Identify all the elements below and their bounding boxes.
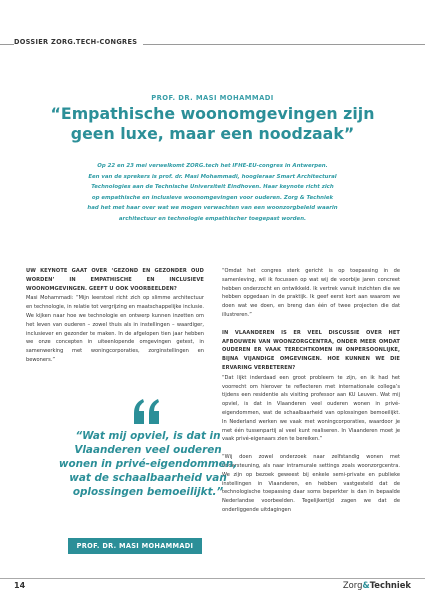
article-intro <box>40 161 385 224</box>
pull-quote-line: oplossingen bemoeilijkt.” <box>72 486 224 498</box>
interview-question: IN VLAANDEREN IS ER VEEL DISCUSSIE OVER HET AFBOUWEN VAN WOONZORGCENTRA, ONDER MEER OMDAT OUDEREN ER VAAK TERECHTKOMEN IN ONPERSOONLIJKE, BIJNA VIJANDIGE OMGEVINGEN. HOE KUNNEN WE DIE ERVARING VERBETEREN? <box>222 329 400 371</box>
intro-line: Technologies aan de Technische Universiteit Eindhoven. Haar keynote richt zich <box>91 184 334 190</box>
pull-quote-line: Vlaanderen veel ouderen <box>74 444 222 456</box>
interview-answer: Masi Mohammadi: “Mijn leerstoel richt zich op slimme architectuur en technologie, in relatie tot vergrijzing en maatschappelijke inclusie. We kijken naar hoe we technologie en ontwerp kunnen inzetten om het leven van ouderen – zowel thuis als in instellingen – waardiger, inclusiever en gezonder te maken. In de afgelopen tien jaar hebben we onze concepten in uiteenlopende omgevingen getest, in samenwerking met woningcorporaties, zorginstellingen en bewoners.” <box>26 295 204 363</box>
quote-mark-icon <box>132 398 162 426</box>
logo-ampersand: & <box>362 580 370 590</box>
pull-quote-line: “Wat mij opviel, is dat in <box>75 430 221 442</box>
quote-author-badge: PROF. DR. MASI MOHAMMADI <box>68 538 202 554</box>
headline-line-2: geen luxe, maar een noodzaak” <box>70 123 355 143</box>
headline-line-1: “Empathische woonomgevingen zijn <box>50 104 375 123</box>
interview-answer: “Omdat het congres sterk gericht is op toepassing in de samenleving, wil ik focussen op wat wij de voorbije jaren concreet hebben onderzocht en ontwikkeld. Ik vertrek vanuit inzichten die we hebben opgedaan in de praktijk. Ik geef eerst kort aan waarom we doen wat we doen, en breng dan één of twee projecten die dat illustreren.” <box>222 268 400 318</box>
section-label: DOSSIER ZORG.TECH-CONGRES <box>14 38 143 46</box>
pull-quote-line: wat de schaalbaarheid van <box>69 472 227 484</box>
author-kicker: PROF. DR. MASI MOHAMMADI <box>151 94 274 102</box>
magazine-logo <box>343 580 411 590</box>
left-column <box>26 267 204 365</box>
intro-line: op empathische en inclusieve woonomgevingen voor ouderen. Zorg & Techniek <box>91 194 334 201</box>
intro-line: had het met haar over wat we mogen verwachten van een woonzorgbeleid waarin <box>87 205 338 211</box>
interview-question: UW KEYNOTE GAAT OVER ‘GEZOND EN GEZONDER OUD WORDEN’ IN EMPATHISCHE EN INCLUSIEVE WOONOMGEVINGEN. GEEFT U OOK VOORBEELDEN? <box>26 268 204 292</box>
intro-line: Een van de sprekers is prof. dr. Masi Mohammadi, hoogleraar Smart Architectural <box>88 173 337 180</box>
interview-answer: “Dat lijkt inderdaad een groot probleem te zijn, en ik had het voorrecht om hierover te reflecteren met internationale collega’s tijdens een residentie als visiting professor aan KU Leuven. Wat mij opviel, is dat in Vlaanderen veel ouderen wonen in privé-eigendommen, wat de schaalbaarheid van oplossingen bemoeilijkt. In Nederland werken we vaak met woningcorporaties, waardoor je met één tussenpartij al veel kunt realiseren. In Vlaanderen moet je vaak privé-eigenaars zien te bereiken.” <box>222 374 400 443</box>
logo-part-1: Zorg <box>342 580 363 590</box>
intro-line: architectuur en technologie empathischer toegepast worden. <box>118 215 307 222</box>
intro-line: Op 22 en 23 mei verwelkomt ZORG.tech het IFHE-EU-congres in Antwerpen. <box>97 163 328 169</box>
interview-answer: “Wij doen zowel onderzoek naar zelfstandig wonen met ondersteuning, als naar intramurale settings zoals woonzorgcentra. We zijn op bezoek geweest bij enkele semi-private en publieke instellingen in Vlaanderen, en hebben vastgesteld dat de technologische toepassing daar soms beperkter is dan in bepaalde Nederlandse voorbeelden. Tegelijkertijd zagen we dat de onderliggende uitdagingen <box>222 454 400 513</box>
pull-quote-line: wonen in privé-eigendommen, <box>58 458 238 470</box>
footer-rule <box>0 578 425 579</box>
pull-quote <box>28 429 268 499</box>
page-number: 14 <box>14 581 26 590</box>
logo-part-2: Techniek <box>369 580 411 590</box>
article-headline <box>20 104 405 143</box>
